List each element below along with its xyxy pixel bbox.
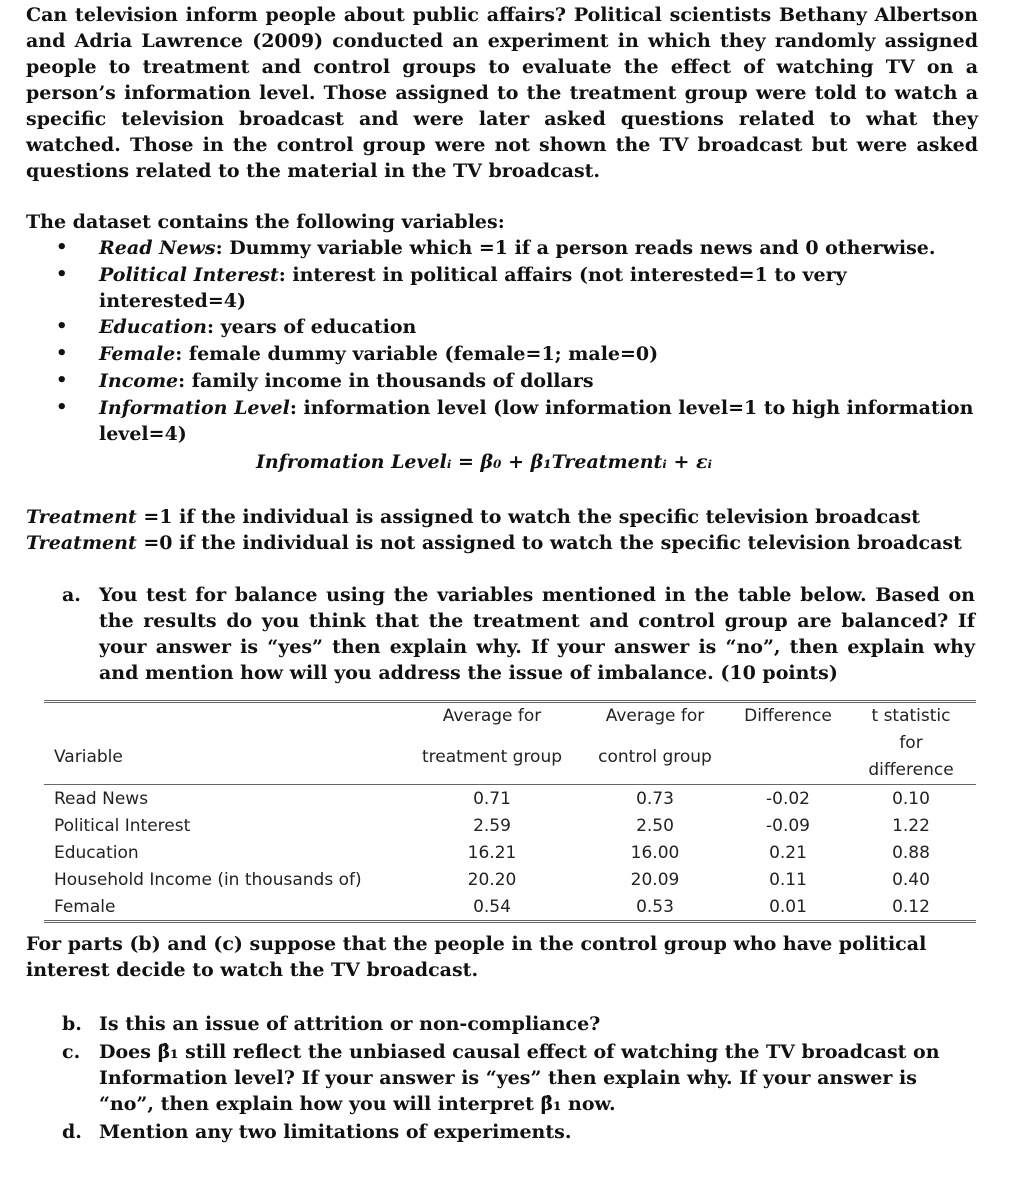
cell-variable: Political Interest	[54, 815, 191, 836]
cell-variable: Household Income (in thousands of)	[54, 869, 362, 890]
variables-list	[26, 235, 978, 447]
beta-hat-symbol: β̂₁	[157, 1041, 179, 1063]
question-text: Mention any two limitations of experiments.	[99, 1121, 572, 1143]
header-control: Average for	[605, 706, 705, 726]
beta-hat-symbol: β̂₁	[540, 1093, 562, 1115]
cell-control: 20.09	[630, 869, 680, 890]
variable-item: • Political Interest: interest in political affairs (not interested=1 to very interested=4)	[26, 262, 978, 314]
header-t-statistic: for difference	[846, 730, 976, 785]
cell-difference: 0.01	[769, 896, 807, 917]
cell-t-statistic: 0.12	[892, 896, 930, 917]
parts-bc-intro: For parts (b) and (c) suppose that the people in the control group who have political interest decide to watch the TV broadcast.	[26, 933, 927, 981]
cell-difference: -0.02	[766, 788, 810, 809]
regression-equation: Infromation Levelᵢ = β₀ + β₁Treatmentᵢ + εᵢ	[256, 451, 713, 473]
header-variable: Variable	[44, 730, 404, 785]
table-row	[44, 812, 976, 839]
cell-t-statistic: 0.40	[892, 869, 930, 890]
balance-table	[44, 700, 976, 923]
cell-treatment: 0.71	[473, 788, 511, 809]
cell-difference: -0.09	[766, 815, 810, 836]
intro-paragraph: Can television inform people about public affairs? Political scientists Bethany Albertson and Adria Lawrence (2009) conducted an experiment in which they randomly assigned people to treatment and control groups to evaluate the effect of watching TV on a person’s information level. Those assigned to the treatment group were told to watch a specific television broadcast and were later asked questions related to what they watched. Those in the control group were not shown the TV broadcast but were asked questions related to the material in the TV broadcast.	[26, 4, 978, 182]
variable-item: • Female: female dummy variable (female=1; male=0)	[26, 341, 978, 368]
cell-difference: 0.11	[769, 869, 807, 890]
cell-treatment: 20.20	[467, 869, 517, 890]
cell-treatment: 2.59	[473, 815, 511, 836]
table-row	[44, 866, 976, 893]
cell-variable: Read News	[54, 788, 149, 809]
cell-control: 2.50	[636, 815, 674, 836]
cell-treatment: 16.21	[467, 842, 517, 863]
table-row	[44, 785, 976, 813]
question-text: Is this an issue of attrition or non-compliance?	[99, 1013, 601, 1035]
header-difference: Difference	[744, 706, 832, 726]
table-row	[44, 839, 976, 866]
variable-item: • Information Level: information level (low information level=1 to high information level=4)	[26, 395, 978, 447]
variable-item: • Income: family income in thousands of dollars	[26, 368, 978, 395]
cell-t-statistic: 0.88	[892, 842, 930, 863]
cell-control: 16.00	[630, 842, 680, 863]
header-control: control group	[580, 730, 730, 785]
cell-difference: 0.21	[769, 842, 807, 863]
cell-t-statistic: 1.22	[892, 815, 930, 836]
question-number: c.	[62, 1041, 81, 1063]
table-header-row	[44, 730, 976, 785]
cell-t-statistic: 0.10	[892, 788, 930, 809]
question-number: a.	[62, 584, 81, 606]
variable-item: • Education: years of education	[26, 314, 978, 341]
cell-control: 0.53	[636, 896, 674, 917]
cell-variable: Education	[54, 842, 139, 863]
question-number: d.	[62, 1121, 82, 1143]
cell-treatment: 0.54	[473, 896, 511, 917]
question-text: Does β̂₁ still reflect the unbiased causal effect of watching the TV broadcast on Information level? If your answer is “yes” then explain why. If your answer is “no”, then explain how you will interpret β̂₁ now.	[99, 1041, 940, 1115]
question-number: b.	[62, 1013, 82, 1035]
table-header-row	[44, 702, 976, 731]
header-t-statistic: t statistic	[871, 706, 951, 726]
variables-heading: The dataset contains the following variables:	[26, 211, 505, 233]
question-text: You test for balance using the variables mentioned in the table below. Based on the results do you think that the treatment and control group are balanced? If your answer is “yes” then explain why. If your answer is “no”, then explain why and mention how will you address the issue of imbalance. (10 points)	[99, 584, 975, 684]
cell-variable: Female	[54, 896, 116, 917]
treatment-definition: Treatment =0 if the individual is not assigned to watch the specific television broadcast	[26, 532, 962, 554]
treatment-definition: Treatment =1 if the individual is assigned to watch the specific television broadcast	[26, 506, 920, 528]
header-treatment: treatment group	[404, 730, 580, 785]
cell-control: 0.73	[636, 788, 674, 809]
variable-item: • Read News: Dummy variable which =1 if a person reads news and 0 otherwise.	[26, 235, 978, 262]
header-treatment: Average for	[442, 706, 542, 726]
treatment-definitions	[26, 504, 962, 556]
table-row	[44, 893, 976, 922]
